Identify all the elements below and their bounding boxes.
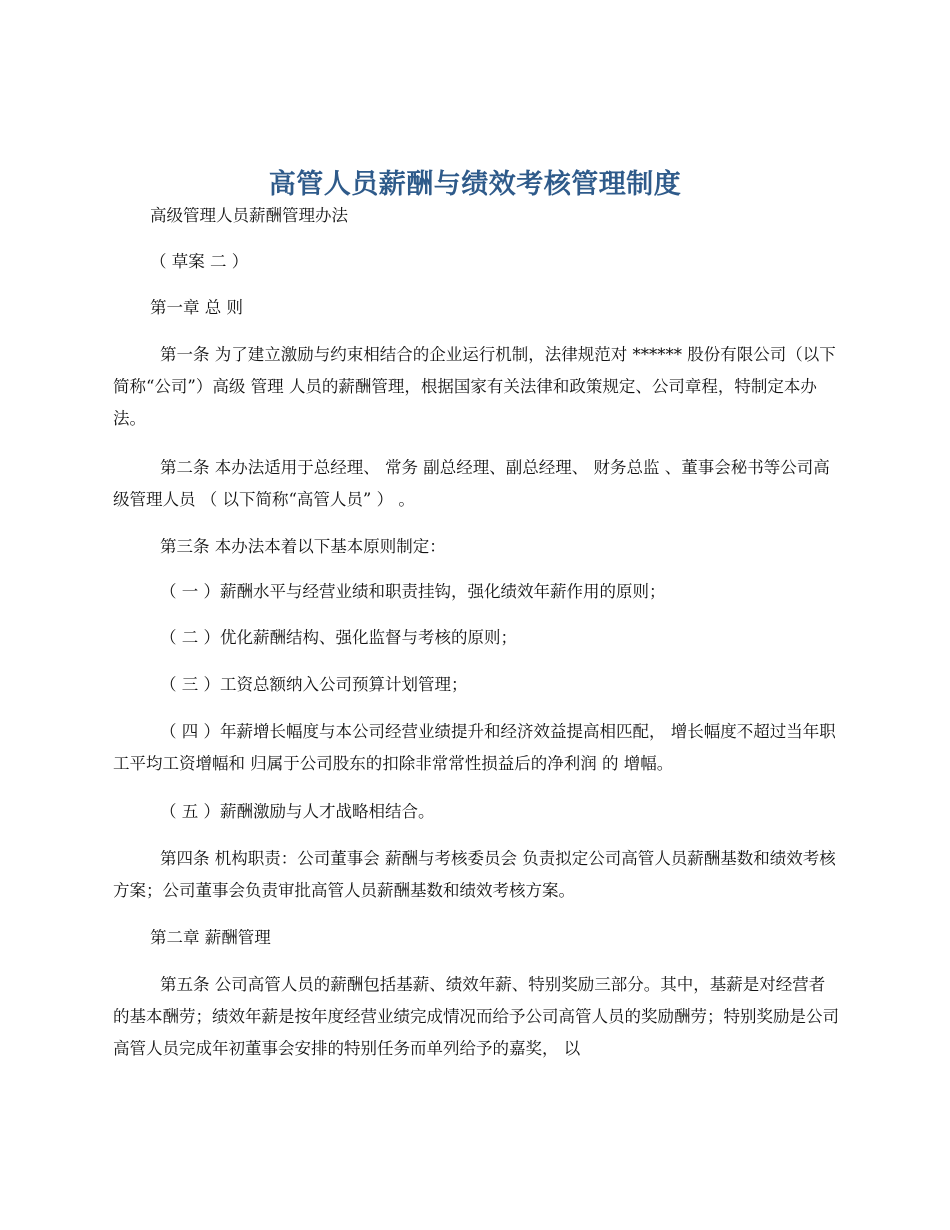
principle-5-item: （ 五 ）薪酬激励与人才战略相结合。 (160, 802, 435, 821)
principle-1-item: （ 一 ）薪酬水平与经营业绩和职责挂钩，强化绩效年薪作用的原则； (160, 582, 666, 601)
chapter-heading-1: 第一章 总 则 (150, 298, 243, 317)
article-3-paragraph: 第三条 本办法本着以下基本原则制定： (160, 537, 446, 556)
subtitle-heading: 高级管理人员薪酬管理办法 (150, 206, 348, 225)
principle-4-item: （ 四 ）年薪增长幅度与本公司经营业绩提升和经济效益提高相匹配， 增长幅度不超过当年职工平均工资增幅和 归属于公司股东的扣除非常常性损益后的净利润 的 增幅。 (113, 722, 836, 773)
principle-3-item: （ 三 ）工资总额纳入公司预算计划管理； (160, 675, 468, 694)
article-2-paragraph: 第二条 本办法适用于总经理、 常务 副总经理、副总经理、 财务总监 、董事会秘书等公司高级管理人员 （ 以下简称“高管人员” ） 。 (113, 458, 830, 509)
document-title: 高管人员薪酬与绩效考核管理制度 (268, 169, 682, 201)
article-5-paragraph: 第五条 公司高管人员的薪酬包括基薪、绩效年薪、特别奖励三部分。其中，基薪是对经营者的基本酬劳；绩效年薪是按年度经营业绩完成情况而给予公司高管人员的奖励酬劳；特别奖励是公司高管人员完成年初董事会安排的特别任务而单列给予的嘉奖， 以 (113, 975, 839, 1058)
article-4-paragraph: 第四条 机构职责：公司董事会 薪酬与考核委员会 负责拟定公司高管人员薪酬基数和绩效考核方案；公司董事会负责审批高管人员薪酬基数和绩效考核方案。 (113, 849, 836, 900)
draft-label: （ 草案 二 ） (150, 252, 249, 271)
article-1-paragraph: 第一条 为了建立激励与约束相结合的企业运行机制，法律规范对 ****** 股份有限公司（以下简称“公司”）高级 管理 人员的薪酬管理，根据国家有关法律和政策规定、公司章程，特制定本办法。 (113, 345, 836, 428)
principle-2-item: （ 二 ）优化薪酬结构、强化监督与考核的原则； (160, 628, 517, 647)
chapter-heading-2: 第二章 薪酬管理 (150, 928, 271, 947)
